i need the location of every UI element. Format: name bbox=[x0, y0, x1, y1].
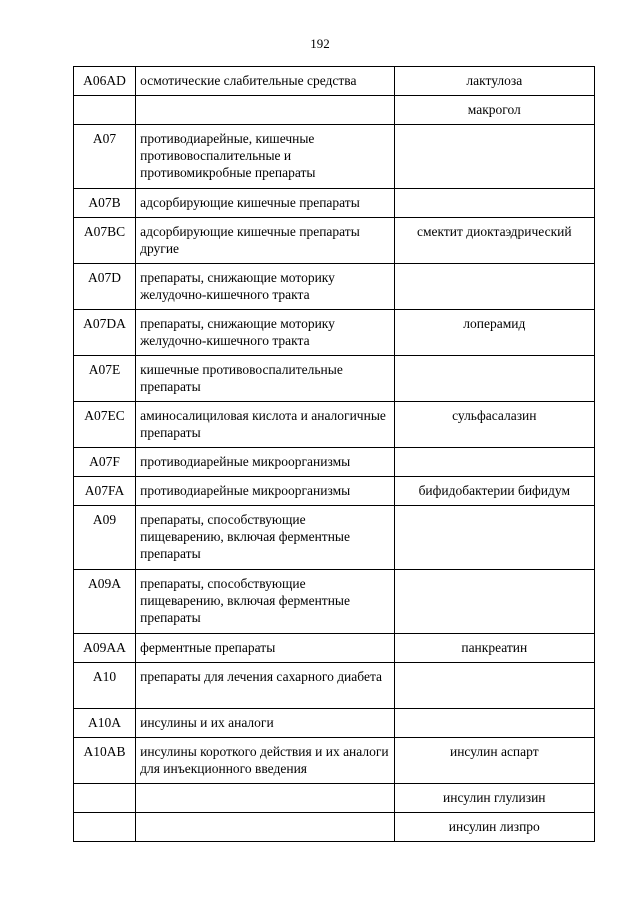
drug-name-cell bbox=[394, 506, 594, 570]
table-row bbox=[74, 402, 595, 448]
table-row bbox=[74, 477, 595, 506]
group-name-cell: препараты, снижающие моторику желудочно-кишечного тракта bbox=[136, 310, 394, 356]
group-name-cell: препараты, способствующие пищеварению, включая ферментные препараты bbox=[136, 506, 394, 570]
atc-code-cell: A07D bbox=[74, 264, 136, 310]
atc-code-cell: A07EC bbox=[74, 402, 136, 448]
table-row bbox=[74, 189, 595, 218]
table-row bbox=[74, 67, 595, 96]
table-row bbox=[74, 709, 595, 738]
drug-name-cell: панкреатин bbox=[394, 634, 594, 663]
table-row bbox=[74, 356, 595, 402]
table-row bbox=[74, 506, 595, 570]
atc-code-cell bbox=[74, 784, 136, 813]
table-row bbox=[74, 663, 595, 709]
atc-code-cell bbox=[74, 96, 136, 125]
group-name-cell: препараты для лечения сахарного диабета bbox=[136, 663, 394, 709]
drug-name-cell: инсулин глулизин bbox=[394, 784, 594, 813]
group-name-cell bbox=[136, 96, 394, 125]
group-name-cell: противодиарейные микроорганизмы bbox=[136, 448, 394, 477]
drug-name-cell: смектит диоктаэдрический bbox=[394, 218, 594, 264]
table-row bbox=[74, 784, 595, 813]
table-row bbox=[74, 125, 595, 189]
atc-code-cell: A07B bbox=[74, 189, 136, 218]
atc-code-cell: A07FA bbox=[74, 477, 136, 506]
group-name-cell: препараты, способствующие пищеварению, включая ферментные препараты bbox=[136, 570, 394, 634]
atc-code-cell: A07F bbox=[74, 448, 136, 477]
group-name-cell: препараты, снижающие моторику желудочно-кишечного тракта bbox=[136, 264, 394, 310]
table-row bbox=[74, 218, 595, 264]
atc-code-cell: A07DA bbox=[74, 310, 136, 356]
table-row bbox=[74, 738, 595, 784]
group-name-cell: адсорбирующие кишечные препараты другие bbox=[136, 218, 394, 264]
drug-name-cell: бифидобактерии бифидум bbox=[394, 477, 594, 506]
drug-name-cell bbox=[394, 264, 594, 310]
atc-drug-table bbox=[73, 66, 595, 842]
group-name-cell: противодиарейные, кишечные противовоспалительные и противомикробные препараты bbox=[136, 125, 394, 189]
drug-name-cell bbox=[394, 448, 594, 477]
drug-name-cell: инсулин лизпро bbox=[394, 813, 594, 842]
drug-name-cell: лоперамид bbox=[394, 310, 594, 356]
group-name-cell: инсулины и их аналоги bbox=[136, 709, 394, 738]
group-name-cell: инсулины короткого действия и их аналоги для инъекционного введения bbox=[136, 738, 394, 784]
group-name-cell: осмотические слабительные средства bbox=[136, 67, 394, 96]
drug-name-cell: лактулоза bbox=[394, 67, 594, 96]
group-name-cell bbox=[136, 813, 394, 842]
group-name-cell: аминосалициловая кислота и аналогичные препараты bbox=[136, 402, 394, 448]
drug-name-cell: инсулин аспарт bbox=[394, 738, 594, 784]
drug-name-cell bbox=[394, 189, 594, 218]
atc-code-cell bbox=[74, 813, 136, 842]
table-row bbox=[74, 264, 595, 310]
drug-name-cell bbox=[394, 663, 594, 709]
table-row bbox=[74, 310, 595, 356]
group-name-cell: кишечные противовоспалительные препараты bbox=[136, 356, 394, 402]
drug-name-cell bbox=[394, 709, 594, 738]
atc-code-cell: A10 bbox=[74, 663, 136, 709]
atc-code-cell: A09AA bbox=[74, 634, 136, 663]
atc-code-cell: A09A bbox=[74, 570, 136, 634]
table-row bbox=[74, 96, 595, 125]
table-row bbox=[74, 448, 595, 477]
page-number: 192 bbox=[310, 36, 330, 51]
drug-name-cell: сульфасалазин bbox=[394, 402, 594, 448]
atc-code-cell: A07 bbox=[74, 125, 136, 189]
table-row bbox=[74, 813, 595, 842]
drug-name-cell bbox=[394, 356, 594, 402]
group-name-cell: адсорбирующие кишечные препараты bbox=[136, 189, 394, 218]
table-row bbox=[74, 570, 595, 634]
group-name-cell: противодиарейные микроорганизмы bbox=[136, 477, 394, 506]
drug-name-cell bbox=[394, 570, 594, 634]
drug-name-cell bbox=[394, 125, 594, 189]
atc-code-cell: A07BC bbox=[74, 218, 136, 264]
group-name-cell bbox=[136, 784, 394, 813]
drug-name-cell: макрогол bbox=[394, 96, 594, 125]
atc-code-cell: A10A bbox=[74, 709, 136, 738]
table-row bbox=[74, 634, 595, 663]
atc-code-cell: A06AD bbox=[74, 67, 136, 96]
atc-code-cell: A10AB bbox=[74, 738, 136, 784]
atc-code-cell: A09 bbox=[74, 506, 136, 570]
group-name-cell: ферментные препараты bbox=[136, 634, 394, 663]
atc-code-cell: A07E bbox=[74, 356, 136, 402]
